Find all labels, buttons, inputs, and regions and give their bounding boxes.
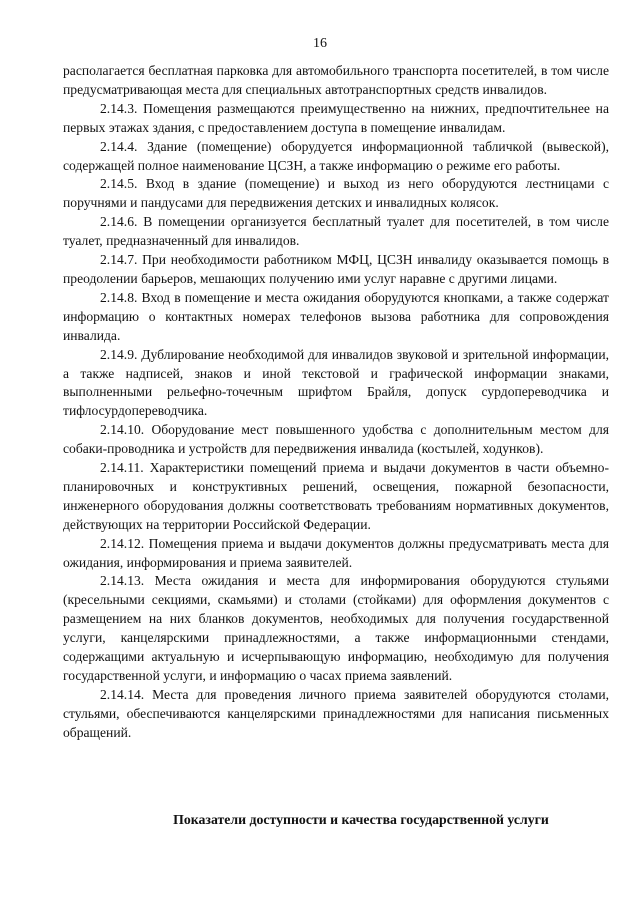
paragraph-2-14-12: 2.14.12. Помещения приема и выдачи документов должны предусматривать места для ожидания, информирования и приема заявителей. (63, 535, 609, 570)
paragraph-2-14-11: 2.14.11. Характеристики помещений приема и выдачи документов в части объемно-планировочных и конструктивных решений, освещения, пожарной безопасности, инженерного оборудования должны соответствовать требованиям нормативных документов, действующих на территории Российской Федерации. (63, 460, 609, 532)
paragraph-2-14-8: 2.14.8. Вход в помещение и места ожидания оборудуются кнопками, а также содержат информацию о контактных номерах телефонов вызова работника для сопровождения инвалида. (63, 289, 609, 343)
paragraph-2-14-3: 2.14.3. Помещения размещаются преимущественно на нижних, предпочтительнее на первых этажах здания, с предоставлением доступа в помещение инвалидам. (63, 100, 609, 135)
paragraph-2-14-6: 2.14.6. В помещении организуется бесплатный туалет для посетителей, в том числе туалет, предназначенный для инвалидов. (63, 214, 609, 249)
document-body (63, 62, 609, 743)
paragraph-2-14-14: 2.14.14. Места для проведения личного приема заявителей оборудуются столами, стульями, обеспечиваются канцелярскими принадлежностями для написания письменных обращений. (63, 686, 609, 740)
paragraph-continuation: располагается бесплатная парковка для автомобильного транспорта посетителей, в том числе предусматривающая места для специальных автотранспортных средств инвалидов. (63, 63, 609, 97)
paragraph-2-14-5: 2.14.5. Вход в здание (помещение) и выход из него оборудуются лестницами с поручнями и пандусами для передвижения детских и инвалидных колясок. (63, 176, 609, 211)
paragraph-2-14-9: 2.14.9. Дублирование необходимой для инвалидов звуковой и зрительной информации, а также надписей, знаков и иной текстовой и графической информации знаками, выполненными рельефно-точечным шрифтом Брайля, допуск сурдопереводчика и тифлосурдопереводчика. (63, 346, 609, 419)
section-heading: Показатели доступности и качества государственной услуги (173, 812, 549, 827)
paragraph-2-14-10: 2.14.10. Оборудование мест повышенного удобства с дополнительным местом для собаки-проводника и устройств для передвижения инвалида (костылей, ходунков). (63, 422, 609, 457)
paragraph-2-14-4: 2.14.4. Здание (помещение) оборудуется информационной табличкой (вывеской), содержащей полное наименование ЦСЗН, а также информацию о режиме его работы. (63, 138, 609, 173)
paragraph-2-14-7: 2.14.7. При необходимости работником МФЦ, ЦСЗН инвалиду оказывается помощь в преодолении барьеров, мешающих получению ими услуг наравне с другими лицами. (63, 252, 609, 286)
page-number: 16 (313, 36, 327, 51)
paragraph-2-14-13: 2.14.13. Места ожидания и места для информирования оборудуются стульями (кресельными секциями, скамьями) и столами (стойками) для оформления документов с размещением на них бланков документов, необходимых для получения государственной услуги, канцелярскими принадлежностями, а также информационными стендами, содержащими актуальную и исчерпывающую информацию, необходимую для получения государственной услуги, и информацию о часах приема заявлений. (63, 573, 609, 683)
